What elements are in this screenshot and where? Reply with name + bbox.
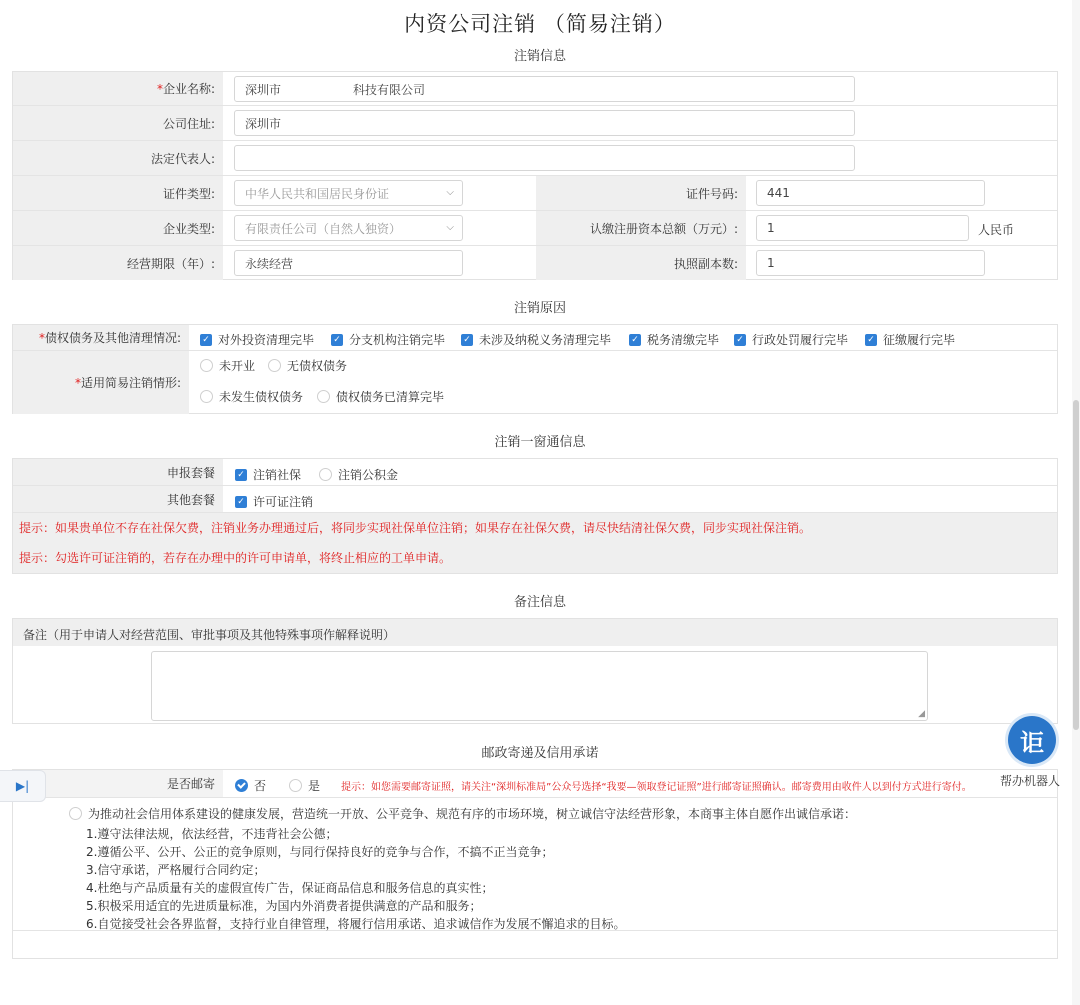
simple-option-label: 债权债务已清算完毕: [336, 390, 445, 404]
pledge-item: 6.自觉接受社会各界监督，支持行业自律管理，将履行信用承诺、追求诚信作为发展不懈追求的目标。: [86, 917, 626, 931]
row-other: [13, 486, 1057, 513]
required-mark: *: [74, 375, 81, 390]
remark-label: 备注（用于申请人对经营范围、审批事项及其他特殊事项作解释说明）: [23, 628, 396, 642]
row-address: [13, 106, 1057, 141]
row-simple-cancel: [13, 351, 1057, 414]
row-debt: [13, 325, 1057, 351]
radio-icon: [200, 390, 213, 403]
remark-panel: [12, 618, 1058, 724]
debt-label-text: 债权债务及其他清理情况:: [44, 331, 181, 345]
capital-field[interactable]: 1: [756, 215, 969, 241]
radio-icon: [268, 359, 281, 372]
company-name-label-text: 企业名称:: [162, 82, 215, 96]
pledge-item: 3.信守承诺，严格履行合同约定；: [86, 863, 266, 877]
address-field[interactable]: 深圳市: [234, 110, 855, 136]
legal-rep-field[interactable]: [234, 145, 855, 171]
check-icon: ✓: [235, 496, 247, 508]
cancel-info-panel: [12, 71, 1058, 280]
checkbox-debt-2[interactable]: [461, 331, 611, 348]
pledge-item: 4.杜绝与产品质量有关的虚假宣传广告，保证商品信息和服务信息的真实性；: [86, 881, 494, 895]
scrollbar[interactable]: [1072, 0, 1080, 1005]
required-mark: *: [38, 330, 45, 345]
radio-icon: [289, 779, 302, 792]
term-field[interactable]: 永续经营: [234, 250, 463, 276]
license-cancel-label: 许可证注销: [253, 495, 314, 509]
row-id: [13, 176, 1057, 211]
check-icon: ✓: [200, 334, 212, 346]
postal-panel: [12, 769, 1061, 959]
mail-label: 是否邮寄: [13, 770, 223, 797]
radio-icon: [319, 468, 332, 481]
debt-option-label: 征缴履行完毕: [883, 333, 956, 347]
section-title-remark: 备注信息: [513, 595, 566, 610]
section-title-cancel-reason: 注销原因: [513, 301, 566, 316]
row-company-type: [13, 211, 1057, 246]
id-number-label: 证件号码:: [536, 176, 746, 210]
mail-no-label: 否: [254, 779, 267, 793]
debt-label: [13, 325, 189, 350]
simple-label-text: 适用简易注销情形:: [80, 376, 181, 390]
pledge-item: 1.遵守法律法规，依法经营，不违背社会公德；: [86, 827, 338, 841]
id-type-value: 中华人民共和国居民身份证: [245, 186, 390, 201]
check-icon: ✓: [865, 334, 877, 346]
social-security-label: 注销社保: [253, 468, 302, 482]
radio-mail-yes[interactable]: [289, 777, 320, 794]
other-label: 其他套餐: [13, 486, 223, 512]
chevron-down-icon: ⌵: [446, 222, 454, 233]
scrollbar-thumb[interactable]: [1073, 400, 1079, 730]
radio-mail-no[interactable]: [235, 777, 266, 794]
company-type-label: 企业类型:: [13, 211, 223, 245]
radio-icon: [69, 807, 82, 820]
section-title-one-window: 注销一窗通信息: [494, 435, 586, 450]
simple-option-label: 无债权债务: [287, 359, 348, 373]
company-name-label: [13, 72, 223, 105]
simple-label: [13, 351, 189, 414]
cancel-reason-panel: [12, 324, 1058, 414]
radio-icon: [317, 390, 330, 403]
id-type-select[interactable]: [234, 180, 463, 206]
one-window-panel: [12, 458, 1058, 574]
section-title-postal: 邮政寄递及信用承诺: [481, 746, 599, 761]
resize-handle-icon[interactable]: ◢: [918, 709, 925, 719]
check-icon: ✓: [331, 334, 343, 346]
required-mark: *: [156, 81, 163, 96]
row-legal-rep: [13, 141, 1057, 176]
remark-textarea[interactable]: [151, 651, 928, 721]
check-icon: ✓: [734, 334, 746, 346]
currency-label: 人民币: [978, 223, 1015, 237]
radio-pledge[interactable]: [69, 805, 856, 822]
page-title: 内资公司注销 （简易注销）: [404, 12, 676, 36]
checkbox-debt-1[interactable]: [331, 331, 445, 348]
checkbox-debt-5[interactable]: [865, 331, 955, 348]
check-icon: ✓: [235, 469, 247, 481]
chevron-down-icon: ⌵: [446, 187, 454, 198]
help-robot-icon[interactable]: 讵: [1008, 716, 1056, 764]
debt-option-label: 税务清缴完毕: [647, 333, 720, 347]
debt-option-label: 分支机构注销完毕: [349, 333, 446, 347]
checkbox-license-cancel[interactable]: [235, 493, 313, 510]
company-name-field[interactable]: 深圳市 科技有限公司: [234, 76, 855, 102]
radio-simple-1[interactable]: [268, 357, 347, 374]
radio-simple-0[interactable]: [200, 357, 255, 374]
simple-option-label: 未开业: [219, 359, 256, 373]
id-type-label: 证件类型:: [13, 176, 223, 210]
radio-simple-3[interactable]: [317, 388, 444, 405]
legal-rep-label: 法定代表人:: [13, 141, 223, 175]
row-pledge: [13, 798, 1057, 931]
pledge-item: 2.遵循公平、公开、公正的竞争原则，与同行保持良好的竞争与合作，不搞不正当竞争；: [86, 845, 554, 859]
pledge-intro: 为推动社会信用体系建设的健康发展，营造统一开放、公平竞争、规范有序的市场环境，树立诚信守法经营形象，本商事主体自愿作出诚信承诺：: [88, 807, 857, 821]
term-label: 经营期限（年）:: [13, 246, 223, 280]
row-mail: [13, 770, 1057, 798]
company-type-value: 有限责任公司（自然人独资）: [245, 221, 402, 236]
debt-option-label: 未涉及纳税义务清理完毕: [479, 333, 612, 347]
check-icon: ✓: [461, 334, 473, 346]
radio-icon: [200, 359, 213, 372]
hint-license: 提示：勾选许可证注销的，若存在办理中的许可申请单，将终止相应的工单申请。: [13, 542, 1057, 573]
copies-field[interactable]: 1: [756, 250, 985, 276]
checkbox-social-security[interactable]: [235, 466, 301, 483]
mail-hint: 提示：如您需要邮寄证照，请关注“深圳标准局”公众号选择“我要—领取登记证照”进行邮寄证照确认。邮寄费用由收件人以到付方式进行寄付。: [341, 782, 972, 793]
side-panel-toggle-icon[interactable]: ▶|: [0, 770, 46, 802]
check-icon: ✓: [629, 334, 641, 346]
radio-simple-2[interactable]: [200, 388, 303, 405]
checkbox-debt-3[interactable]: [629, 331, 719, 348]
address-label: 公司住址:: [13, 106, 223, 140]
row-remark-header: [13, 619, 1057, 646]
capital-label: 认缴注册资本总额（万元）:: [536, 211, 746, 245]
checkbox-debt-4[interactable]: [734, 331, 848, 348]
checkbox-debt-0[interactable]: [200, 331, 314, 348]
mail-yes-label: 是: [308, 779, 321, 793]
company-type-select[interactable]: [234, 215, 463, 241]
section-title-cancel-info: 注销信息: [513, 49, 566, 64]
checkbox-housing-fund[interactable]: [319, 466, 398, 483]
row-term: [13, 246, 1057, 280]
simple-option-label: 未发生债权债务: [219, 390, 304, 404]
hint-social-security: 提示：如果贵单位不存在社保欠费，注销业务办理通过后，将同步实现社保单位注销；如果存在社保欠费，请尽快结清社保欠费，同步实现社保注销。: [13, 513, 1057, 542]
row-declare: [13, 459, 1057, 486]
help-robot-label[interactable]: 帮办机器人: [1000, 774, 1061, 788]
radio-checked-icon: [235, 779, 248, 792]
row-company-name: [13, 72, 1057, 106]
housing-fund-label: 注销公积金: [338, 468, 399, 482]
debt-option-label: 对外投资清理完毕: [218, 333, 315, 347]
declare-label: 申报套餐: [13, 459, 223, 485]
id-number-field[interactable]: 441: [756, 180, 985, 206]
pledge-item: 5.积极采用适宜的先进质量标准，为国内外消费者提供满意的产品和服务；: [86, 899, 482, 913]
debt-option-label: 行政处罚履行完毕: [752, 333, 849, 347]
copies-label: 执照副本数:: [536, 246, 746, 280]
